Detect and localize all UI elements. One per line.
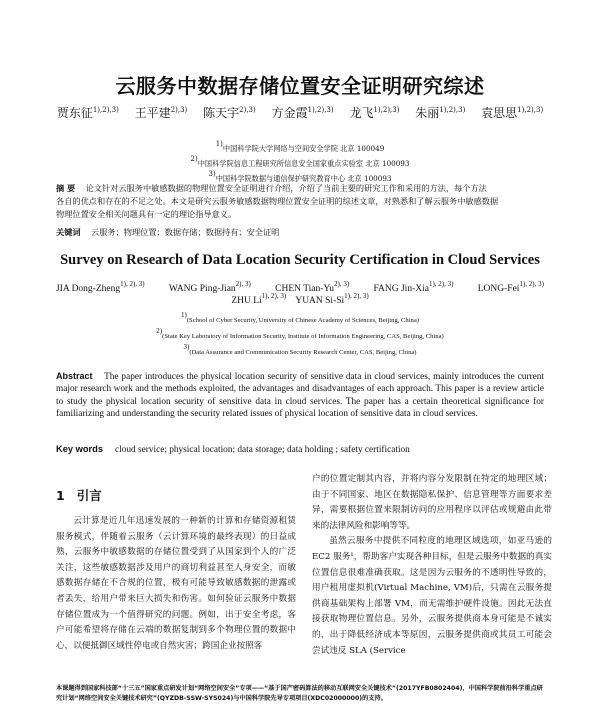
english-affiliation: $^{1)}$(School of Cyber Security, University of Chinese Academy of Sciences, Beijing, China) bbox=[181, 311, 419, 324]
english-authors-line bbox=[0, 292, 600, 306]
abstract-label: 摘 要 bbox=[56, 183, 76, 193]
paragraph: 云计算是近几年迅速发展的一种新的计算和存储资源租赁服务模式，伴随着云服务（云计算环境的最终表现）的日益成熟，云服务中敏感数据的存储位置受到了从国家到个人的广泛关注，这些敏感数据涉及用户的商切利益甚至人身安全，而敏感数据存储在不合规的位置，极有可能导致敏感数据的泄露或者丢失，给用户带来巨大损失和伤害。如何验证云服务中数据存储位置成为一个值得研究的问题。例如，出于安全考虑，客户可能希望将存储在云端的数据复制到多个物理位置的数据中心，以便抵御区域性停电或自然灾害；跨国企业按照客 bbox=[56, 516, 296, 651]
chinese-authors bbox=[0, 104, 600, 121]
english-keywords: Key words cloud service; physical location; data storage; data holding ; safety certification bbox=[56, 444, 410, 455]
section-heading: 1 引言 bbox=[56, 488, 102, 503]
body-column-right bbox=[312, 472, 552, 659]
funding-footnote: 本课题得到国家科技部“十三五”国家重点研发计划“网络空间安全”专项——“基于国产密码算法的移动互联网安全关键技术”(2017YFB0802404)，中国科学院前沿科学重点研究计划“网络空间安全关键技术研究”(QYZDB-SSW-SYS024)与中国科学院先导专项项目(XDC02000000)的支持。 bbox=[56, 685, 543, 702]
author: CHEN Tian-$Yu^{2), 3)}$ bbox=[275, 280, 350, 294]
keywords-label: 关键词 bbox=[56, 227, 81, 237]
keywords-label: Key words bbox=[56, 444, 104, 454]
paragraph: 户的位置定制其内容，并将内容分发限制在特定的地理区域；由于不同国家、地区在数据隐私保护、信息管理等方面要求差异，需要根据位置来限制访问的应用程序以评估或规避由此带来的法律风险和影响等等。 bbox=[312, 474, 552, 531]
author: 朱丽$^{1),2),3)}$ bbox=[415, 106, 466, 120]
chinese-affiliation: $^{3)}$中国科学院数据与通信保护研究教育中心 北京 100093 bbox=[208, 170, 392, 183]
abstract-line: 摘 要 论文针对云服务中敏感数据的物理位置安全证明进行介绍，介绍了当前主要的研究工作和采用的方法，每个方法 bbox=[56, 183, 487, 193]
english-title: Survey on Research of Data Location Security Certification in Cloud Services bbox=[60, 252, 540, 268]
author: 贾东征$^{1),2),3)}$ bbox=[56, 106, 119, 120]
author: LONG-Fei$^{1), 2), 3)}$ bbox=[477, 280, 544, 294]
author: YUAN $Si-Si^{1), 2), 3)}$ bbox=[295, 292, 369, 306]
chinese-keywords: 关键词 云服务；物理位置；数据存储；数据持有；安全证明 bbox=[56, 227, 280, 237]
english-affiliation: $^{3)}$(Data Assurance and Communication Security Research Center, CAS, Beijing, China) bbox=[183, 343, 417, 356]
chinese-affiliation: $^{1)}$中国科学院大学网络与空间安全学院 北京 100049 bbox=[215, 140, 385, 153]
chinese-title: 云服务中数据存储位置安全证明研究综述 bbox=[115, 74, 485, 98]
author: 王平建$^{2),3)}$ bbox=[134, 106, 188, 120]
chinese-affiliation: $^{2)}$中国科学院信息工程研究所信息安全国家重点实验室 北京 100093 bbox=[190, 155, 410, 168]
author: ZHU $Li^{1), 2), 3)}$ bbox=[231, 292, 287, 306]
abstract-label: Abstract bbox=[56, 371, 93, 381]
abstract-line: 各自的优点和存在的不足之处。本文是研究云服务敏感数据物理位置安全证明的综述文章，对熟悉和了解云服务中敏感数据 bbox=[56, 196, 499, 206]
chinese-abstract bbox=[56, 182, 544, 221]
paragraph: 虽然云服务中提供不同粒度的地理区域选项，如亚马逊的 EC2 服务¹，帮助客户实现各种目标，但是云服务中数据的真实位置信息很难准确获取。这是因为云服务的不透明性导致的，用户租用虚拟机(Virtual Machine, VM)后，只需在云服务提供商基础架构上部署 VM，而无需维护硬件设施。因此无法直接获取物理位置信息。另外，云服务提供商本身可能是不诚实的，出于降低经济成本等原因，云服务提供商或其员工可能会尝试违反 SLA (Service bbox=[312, 536, 552, 656]
english-affiliation: $^{2)}$(State Key Laboratory of Information Security, Institute of Information Engineering, CAS, Beijing, China) bbox=[156, 327, 444, 340]
author: 袁思思$^{1),2),3)}$ bbox=[481, 106, 544, 120]
author: JIA Dong-Zheng$^{1), 2), 3)}$ bbox=[56, 280, 145, 294]
body-column-left bbox=[56, 514, 296, 654]
author: 陈天宇$^{2),3)}$ bbox=[203, 106, 256, 120]
abstract-line: 物理位置安全相关问题具有一定的理论指导意义。 bbox=[56, 209, 237, 219]
author: FANG Jin-Xia$^{1), 2), 3)}$ bbox=[373, 280, 454, 294]
author: WANG Ping-Jian$^{2), 3)}$ bbox=[168, 280, 251, 294]
author: 方金霞$^{1),2),3)}$ bbox=[271, 106, 334, 120]
english-abstract: Abstract The paper introduces the physical location security of sensitive data in cloud services, mainly introduces the current major research work and the methods exploited, the advantages and disadvantages of each approach. This paper is a review article to study the physical location security of sensitive data in cloud services. The paper has a certain theoretical significance for familiarizing and understanding the security related issues of physical location of sensitive data in cloud services. bbox=[56, 371, 544, 420]
author: 龙飞$^{1),2),3)}$ bbox=[349, 106, 400, 120]
